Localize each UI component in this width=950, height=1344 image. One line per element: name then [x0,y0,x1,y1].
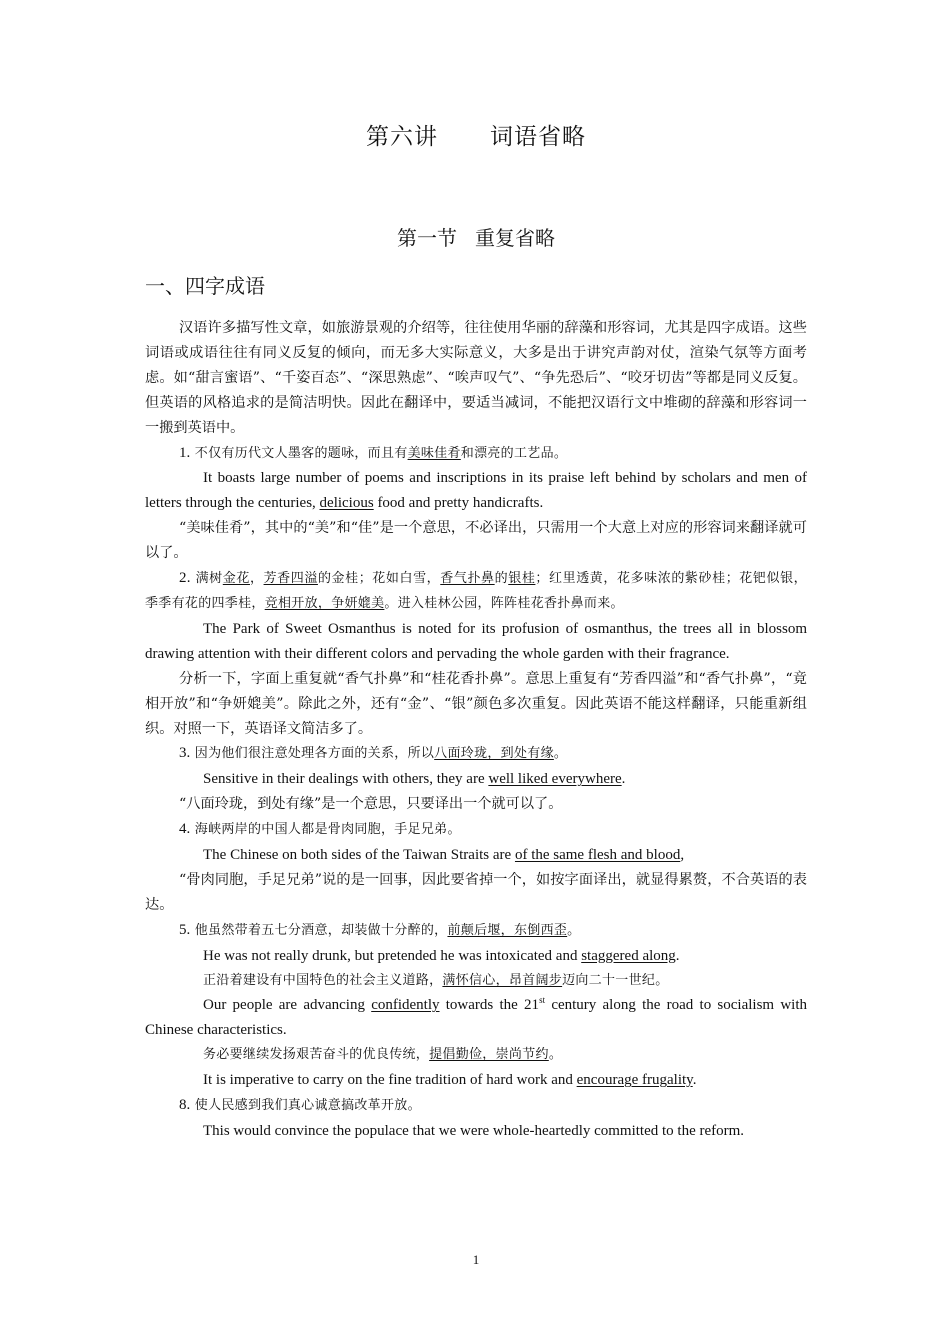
highlight-phrase: delicious [319,495,374,512]
example-4-english: The Chinese on both sides of the Taiwan Straits are of the same flesh and blood, [203,847,685,864]
example-8-english: This would convince the populace that we were whole-heartedly committed to the reform. [203,1123,745,1139]
lecture-name: 词语省略 [490,124,586,150]
section-number: 第一节 [397,226,457,250]
lecture-number: 第六讲 [366,124,438,150]
section-title [145,222,807,251]
example-3-english: Sensitive in their dealings with others, they are well liked everywhere. [203,771,626,788]
example-3-note: “八面玲珑，到处有缘”是一个意思，只要译出一个就可以了。 [179,796,563,813]
example-1-note: “美味佳肴”，其中的“美”和“佳”是一个意思，不必译出，只需用一个大意上对应的形容词来翻译就可以了。 [145,520,807,562]
example-6-chinese: 正沿着建设有中国特色的社会主义道路，满怀信心，昂首阔步迈向二十一世纪。 [203,972,669,988]
intro-paragraph: 汉语许多描写性文章，如旅游景观的介绍等，往往使用华丽的辞藻和形容词，尤其是四字成语。这些词语或成语往往有同义反复的倾向，而无多大实际意义，大多是出于讲究声韵对仗，渲染气氛等方面考虑。如“甜言蜜语”、“千姿百态”、“深思熟虑”、“唉声叹气”、“争先恐后”、“咬牙切齿”等都是同义反复。但英语的风格追求的是简洁明快。因此在翻译中，要适当减词，不能把汉语行文中堆砌的辞藻和形容词一一搬到英语中。 [145,320,807,436]
lecture-title [145,118,807,151]
example-2-english: The Park of Sweet Osmanthus is noted for its profusion of osmanthus, the trees all in blossom drawing attention with their different colors and pervading the whole garden with their fragrance. [145,620,807,662]
example-5-english: He was not really drunk, but pretended he was intoxicated and staggered along. [203,947,680,964]
example-7-chinese: 务必要继续发扬艰苦奋斗的优良传统，提倡勤俭，崇尚节约。 [203,1047,563,1063]
example-3-chinese: 3. 因为他们很注意处理各方面的关系，所以八面玲珑，到处有缘。 [179,745,568,762]
example-1-english: It boasts large number of poems and inscriptions in its praise left behind by scholars and men of letters through the centuries, delicious food and pretty handicrafts. [145,470,807,512]
section-name: 重复省略 [475,226,555,250]
example-1-chinese: 1. 不仅有历代文人墨客的题咏，而且有美味佳肴和漂亮的工艺品。 [179,444,568,461]
sub-heading: 一、四字成语 [145,274,265,298]
example-7-english: It is imperative to carry on the fine tradition of hard work and encourage frugality. [203,1072,697,1089]
example-6-english: Our people are advancing confidently towards the 21st century along the road to socialism with Chinese characteristics. [145,995,807,1039]
example-5-chinese: 5. 他虽然带着五七分酒意，却装做十分醉的，前颠后堰，东倒西歪。 [179,921,581,938]
document-body [145,316,807,1144]
highlight-phrase: 美味佳肴 [407,445,461,461]
example-8-chinese: 8. 使人民感到我们真心诚意搞改革开放。 [179,1097,421,1114]
example-4-chinese: 4. 海峡两岸的中国人都是骨肉同胞，手足兄弟。 [179,821,461,838]
example-4-note: “骨肉同胞，手足兄弟”说的是一回事，因此要省掉一个，如按字面译出，就显得累赘，不合英语的表达。 [145,871,807,913]
page-number: 1 [472,1252,480,1267]
example-2-note: 分析一下，字面上重复就“香气扑鼻”和“桂花香扑鼻”。意思上重复有“芳香四溢”和“香气扑鼻”，“竟相开放”和“争妍媲美”。除此之外，还有“金”、“银”颜色多次重复。因此英语不能这样翻译，只能重新组织。对照一下，英语译文简洁多了。 [145,670,807,737]
example-2-chinese: 2. 满树金花，芳香四溢的金桂；花如白雪，香气扑鼻的银桂；红里透黄，花多味浓的紫砂桂；花钯似银，季季有花的四季桂，竞相开放，争妍媲美。进入桂林公园，阵阵桂花香扑鼻而来。 [145,570,807,611]
